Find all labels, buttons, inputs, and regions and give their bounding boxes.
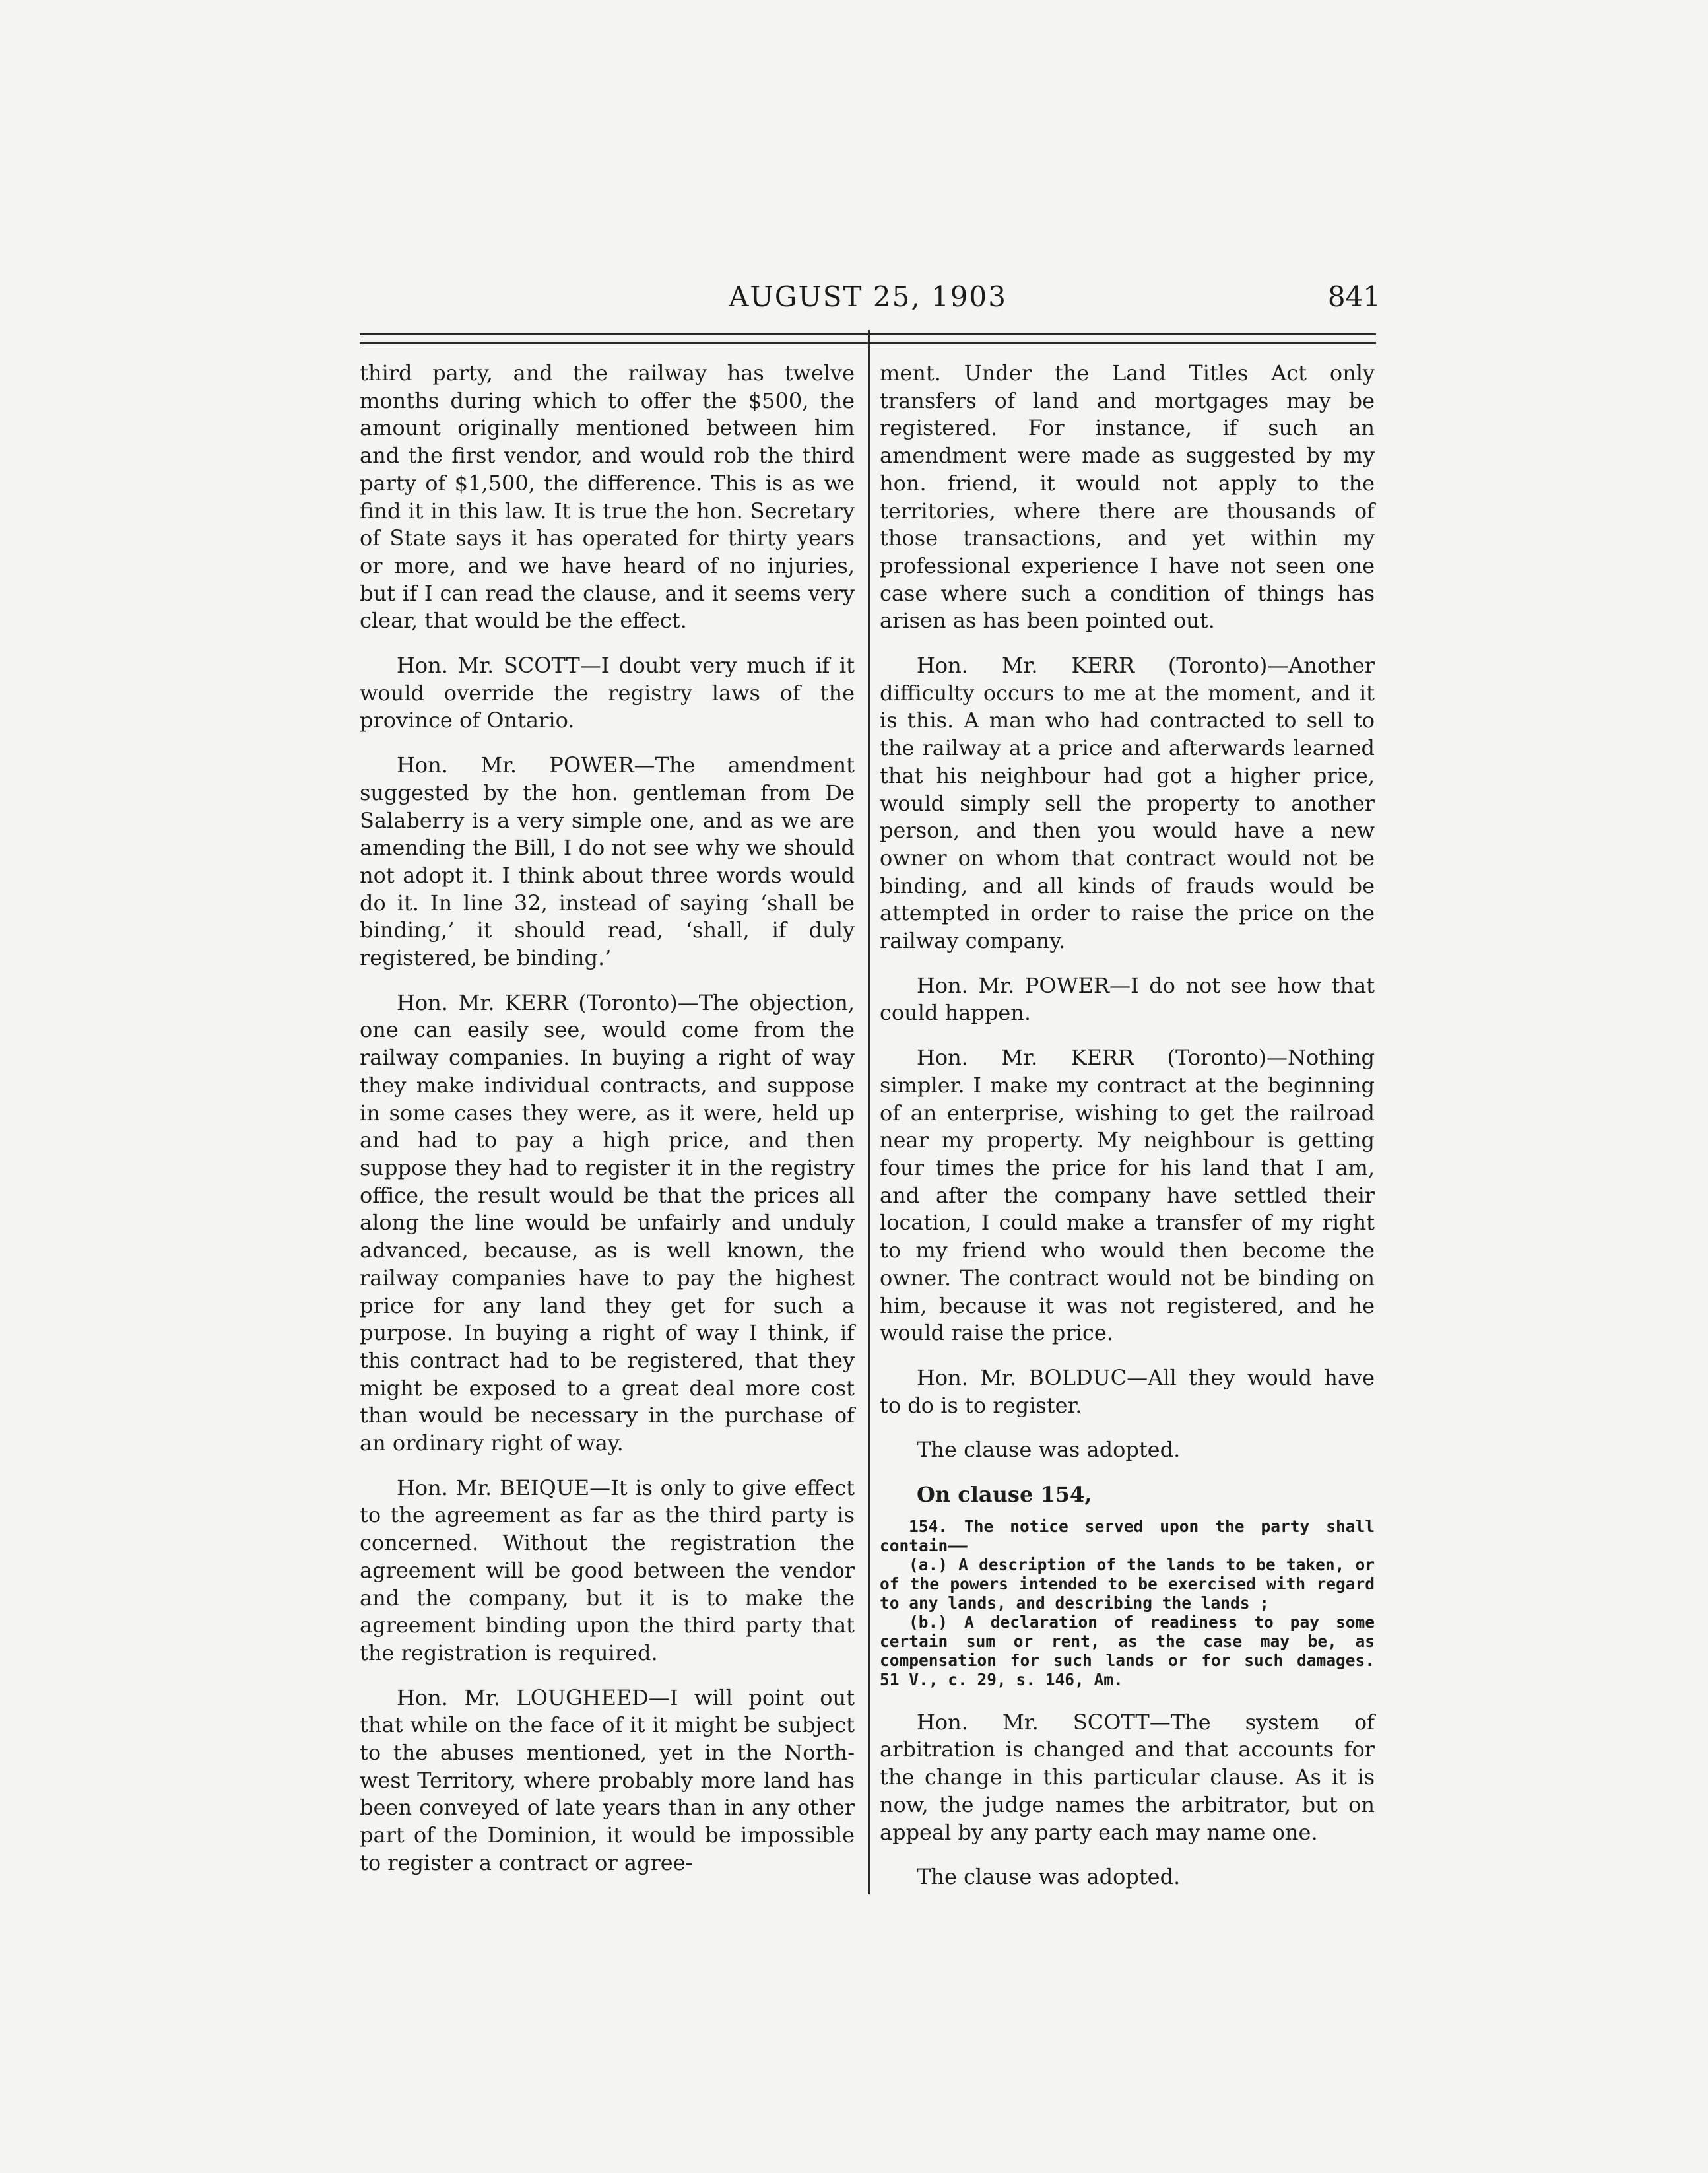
speech-power-2: Hon. Mr. POWER—I do not see how that could happen.	[880, 972, 1375, 1026]
clause-adopted-1: The clause was adopted.	[917, 1437, 1181, 1463]
speech-kerr-3: Hon. Mr. KERR (Toronto)—Nothing simpler. I make my contract at the beginning of an enterprise, wishing to get the railroad near my property. My neighbour is getting four times the price for his land that I am, and after the company have settled their location, I could make a transfer of my right to my friend who would then become the owner. The contract would not be binding on him, because it was not registered, and he would raise the price.	[880, 1045, 1375, 1346]
left-column	[360, 360, 855, 1877]
clause-adopted-2: The clause was adopted.	[917, 1864, 1181, 1890]
column-divider	[868, 330, 870, 1894]
speech-kerr-2: Hon. Mr. KERR (Toronto)—Another difficulty occurs to me at the moment, and it is this. A man who had contracted to sell to the railway at a price and afterwards learned that his neighbour had got a higher price, would simply sell the property to another person, and then you would have a new owner on whom that contract would not be binding, and all kinds of frauds would be attempted in order to raise the price on the railway company.	[880, 653, 1375, 954]
right-column	[880, 360, 1375, 1891]
paragraph-continuation: third party, and the railway has twelve months during which to offer the $500, the amount originally mentioned between him and the first vendor, and would rob the third party of $1,500, the difference. This is as we find it in this law. It is true the hon. Secretary of State says it has operated for thirty years or more, and we have heard of no injuries, but if I can read the clause, and it seems very clear, that would be the effect.	[360, 360, 855, 634]
speech-lougheed: Hon. Mr. LOUGHEED—I will point out that while on the face of it it might be subject to the abuses mentioned, yet in the North-west Territory, where probably more land has been conveyed of late years than in any other part of the Dominion, it would be impossible to register a contract or agree-	[360, 1685, 855, 1875]
speech-bolduc: Hon. Mr. BOLDUC—All they would have to do is to register.	[880, 1364, 1375, 1418]
clause-item-a: (a.) A description of the lands to be taken, or of the powers intended to be exercised with regard to any lands, and describing the lands ;	[880, 1555, 1375, 1613]
paragraph-continuation-right: ment. Under the Land Titles Act only transfers of land and mortgages may be registered. For instance, if such an amendment were made as suggested by my hon. friend, it would not apply to the territories, where there are thousands of those transactions, and yet within my professional experience I have not seen one case where such a condition of things has arisen as has been pointed out.	[880, 360, 1375, 634]
speech-scott: Hon. Mr. SCOTT—I doubt very much if it would override the registry laws of the province of Ontario.	[360, 653, 855, 733]
clause-heading: On clause 154,	[917, 1482, 1092, 1508]
running-head-date: AUGUST 25, 1903	[729, 281, 1007, 313]
speech-kerr: Hon. Mr. KERR (Toronto)—The objection, one can easily see, would come from the railway companies. In buying a right of way they make individual contracts, and suppose in some cases they were, as it were, held up and had to pay a high price, and then suppose they had to register it in the registry office, the result would be that the prices all along the line would be unfairly and unduly advanced, because, as is well known, the railway companies have to pay the highest price for any land they get for such a purpose. In buying a right of way I think, if this contract had to be registered, that they might be exposed to a great deal more cost than would be necessary in the purchase of an ordinary right of way.	[360, 989, 855, 1456]
page-header	[356, 277, 1379, 323]
clause-item-b: (b.) A declaration of readiness to pay some certain sum or rent, as the case may be, as compensation for such lands or for such damages. 51 V., c. 29, s. 146, Am.	[880, 1612, 1375, 1689]
speech-scott-2: Hon. Mr. SCOTT—The system of arbitration is changed and that accounts for the change in this particular clause. As it is now, the judge names the arbitrator, but on appeal by any party each may name one.	[880, 1709, 1375, 1845]
page-number: 841	[1327, 281, 1381, 313]
speech-power: Hon. Mr. POWER—The amendment suggested by the hon. gentleman from De Salaberry is a very simple one, and as we are amending the Bill, I do not see why we should not adopt it. I think about three words would do it. In line 32, instead of saying ‘shall be binding,’ it should read, ‘shall, if duly registered, be binding.’	[360, 752, 855, 971]
clause-text-154: 154. The notice served upon the party shall contain——	[880, 1516, 1375, 1555]
speech-beique: Hon. Mr. BEIQUE—It is only to give effect to the agreement as far as the third party is concerned. Without the registration the agreement will be good between the vendor and the company, but it is to make the agreement binding upon the third party that the registration is required.	[360, 1475, 855, 1665]
